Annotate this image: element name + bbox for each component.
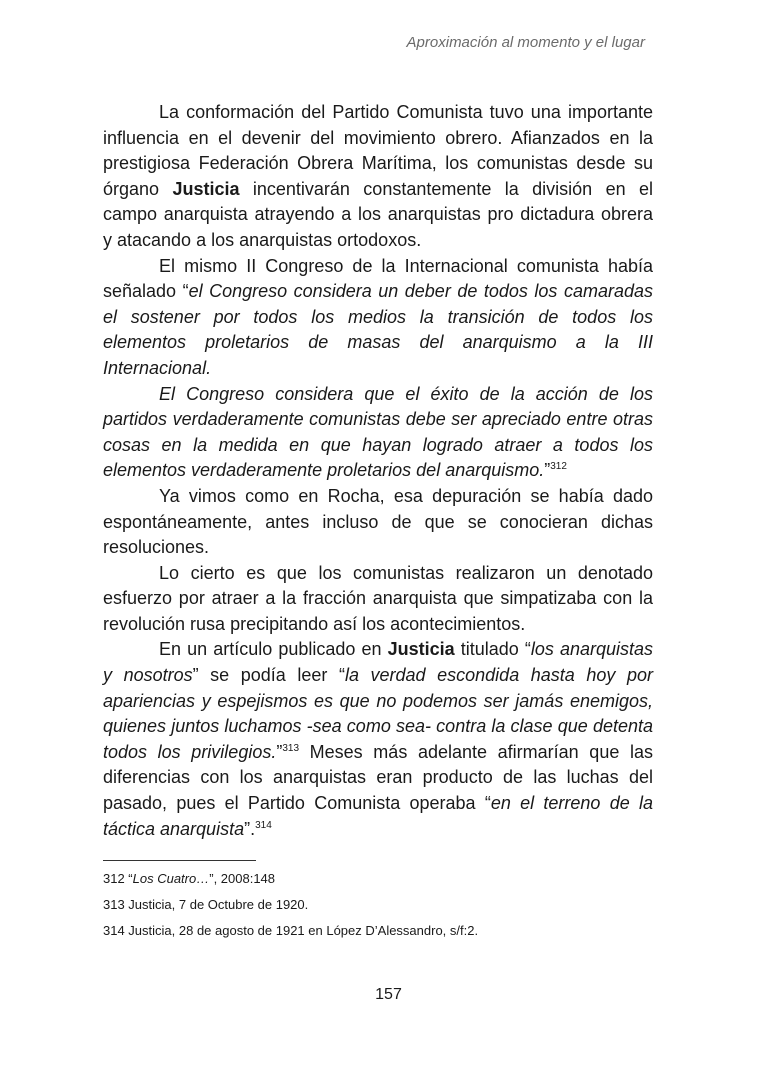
quotation: en el terreno de la táctica anarquista xyxy=(103,793,653,839)
quotation: el Congreso considera un deber de todos los camaradas el sostener por todos los medios la transición de todos los elementos proletarios de masas del anarquismo a la III Internacional. xyxy=(103,281,653,378)
page-number: 157 xyxy=(375,986,402,1003)
running-header: Aproximación al momento y el lugar xyxy=(406,34,645,51)
paragraph: En un artículo publicado en Justicia titulado “los anarquistas y nosotros” se podía leer “la verdad escondida hasta hoy por apariencias y espejismos es que no podemos ser jamás enemigos, quienes juntos luchamos -sea como sea- contra la clase que detenta todos los privilegios.”$^{313}$ Meses más adelante afirmarían que las diferencias con los anarquistas eran producto de las luchas del pasado, pues el Partido Comunista operaba “en el terreno de la táctica anarquista”.$^{314}$ xyxy=(103,639,653,839)
paragraph: El Congreso considera que el éxito de la acción de los partidos verdaderamente comunistas debe ser apreciado entre otras cosas en la medida en que hayan logrado atraer a todos los elementos verdaderamente proletarios del anarquismo.”$^{312}$ xyxy=(103,383,653,481)
footnote-ref-312[interactable]: 312 xyxy=(550,461,567,473)
footnote-312: 312 “Los Cuatro…”, 2008:148 xyxy=(103,871,276,886)
publication-name: Justicia xyxy=(172,178,240,199)
footnote-314: 314 Justicia, 28 de agosto de 1921 en López D’Alessandro, s/f:2. xyxy=(103,923,479,938)
footnotes xyxy=(103,866,663,944)
quotation: la verdad escondida hasta hoy por apariencias y espejismos es que no podemos ser jamás enemigos, quienes juntos luchamos -sea como sea- contra la clase que detenta todos los privilegios. xyxy=(103,665,653,762)
paragraph: Lo cierto es que los comunistas realizaron un denotado esfuerzo por atraer a la fracción anarquista que simpatizaba con la revolución rusa precipitando así los acontecimientos. xyxy=(103,562,653,634)
body-text xyxy=(103,100,653,842)
publication-name: Justicia xyxy=(387,639,455,660)
paragraph: Ya vimos como en Rocha, esa depuración se había dado espontáneamente, antes incluso de que se conocieran dichas resoluciones. xyxy=(103,485,653,558)
article-title: los anarquistas y nosotros xyxy=(103,639,653,686)
footnote-ref-314[interactable]: 314 xyxy=(255,819,272,831)
footnote-ref-313[interactable]: 313 xyxy=(282,742,300,754)
footnote-313: 313 Justicia, 7 de Octubre de 1920. xyxy=(103,897,309,912)
footnote-divider xyxy=(103,860,256,861)
quotation: El Congreso considera que el éxito de la acción de los partidos verdaderamente comunistas debe ser apreciado entre otras cosas en la medida en que hayan logrado atraer a todos los elementos verdaderamente proletarios del anarquismo. xyxy=(103,383,653,481)
paragraph: La conformación del Partido Comunista tuvo una importante influencia en el devenir del movimiento obrero. Afianzados en la prestigiosa Federación Obrera Marítima, los comunistas desde su órgano Justicia incentivarán constantemente la división en el campo anarquista atrayendo a los anarquistas pro dictadura obrera y atacando a los anarquistas ortodoxos. xyxy=(103,102,653,250)
paragraph: El mismo II Congreso de la Internacional comunista había señalado “el Congreso considera un deber de todos los camaradas el sostener por todos los medios la transición de todos los elementos proletarios de masas del anarquismo a la III Internacional. xyxy=(103,255,653,378)
